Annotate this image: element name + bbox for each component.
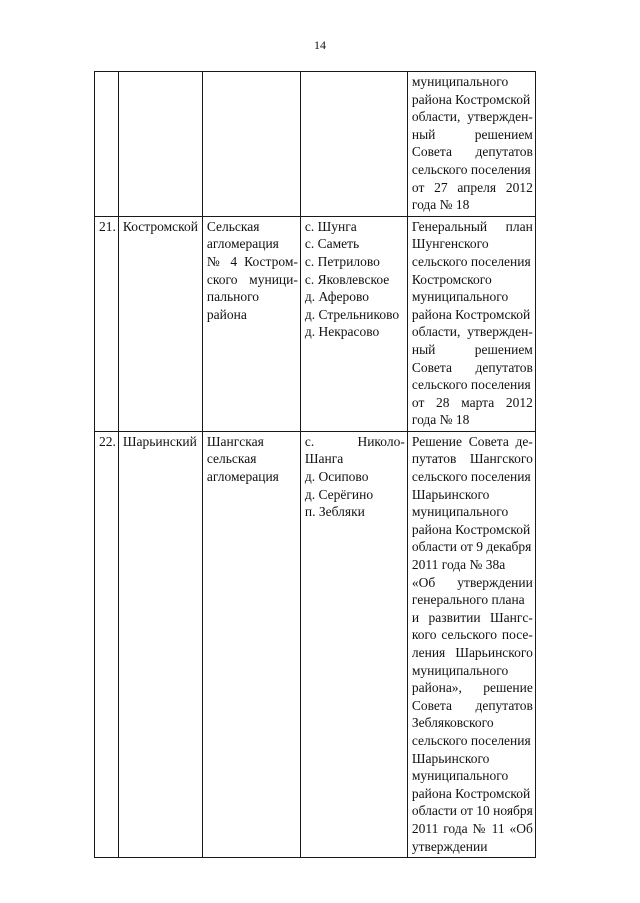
table-row [95,216,536,431]
agglomeration-line: пального [206,289,260,305]
table-row [95,431,536,857]
document-line: ный решением [411,341,533,357]
agglomeration-line: сельская [206,451,257,467]
document-line: района Костромской [411,91,531,107]
settlement-line: д. Некрасово [304,324,380,340]
agglomeration-line: № 4 Костром- [206,253,298,269]
agglomeration-line: ского муници- [206,271,298,287]
document-line: области, утвержден- [411,324,533,340]
settlement-line: с. Николо- [304,433,405,449]
document-line: Костромского [411,271,492,287]
document-line: Совета депутатов [411,144,533,160]
document-cell [407,431,535,857]
document-line: муниципального [411,662,509,678]
settlement-line: с. Петрилово [304,253,380,269]
settlements-cell [300,431,407,857]
settlement-line: с. Саметь [304,236,360,252]
document-line: сельского поселения [411,161,531,177]
document-line: сельского поселения [411,377,531,393]
document-line: сельского поселения [411,469,531,485]
agglomeration-line: района [206,306,247,322]
document-line: года № 18 [411,412,470,428]
document-line: «Об утверждении [411,574,533,590]
document-line: кого сельского посе- [411,627,533,643]
agglomeration-line: Шангская [206,433,264,449]
settlements-cell [300,72,407,217]
settlement-line: д. Серёгино [304,486,374,502]
document-line: ный решением [411,126,533,142]
document-line: района Костромской [411,306,531,322]
settlement-line: д. Стрельниково [304,306,400,322]
district-cell: Шарьинский [118,431,202,857]
document-line: сельского поселения [411,253,531,269]
settlement-line: д. Аферово [304,289,369,305]
document-line: района Костромской [411,785,531,801]
document-line: Совета депутатов [411,359,533,375]
document-line: Генеральный план [411,218,533,234]
row-number-cell: 22. [95,431,119,857]
document-line: сельского поселения [411,732,531,748]
agglomeration-cell [202,431,300,857]
document-line: области от 10 ноября [411,803,533,819]
document-line: муниципального [411,289,509,305]
document-line: Шарьинского [411,750,490,766]
document-line: области, утвержден- [411,109,533,125]
document-line: муниципального [411,768,509,784]
document-cell [407,216,535,431]
settlement-line: д. Осипово [304,469,369,485]
document-line: 2011 года № 38а [411,557,506,573]
agglomeration-line: агломерация [206,469,279,485]
agglomeration-cell [202,216,300,431]
document-line: муниципального [411,504,509,520]
document-line: года № 18 [411,197,470,213]
settlement-line: с. Яковлевское [304,271,390,287]
settlement-line: Шанга [304,451,344,467]
district-cell: Костромской [118,216,202,431]
settlement-line: с. Шунга [304,218,357,234]
document-line: Зебляковского [411,715,494,731]
document-line: утверждении [411,838,488,854]
row-number-cell: 21. [95,216,119,431]
document-line: Решение Совета де- [411,433,533,449]
document-line: района Костромской [411,521,531,537]
document-line: района», решение [411,680,533,696]
agglomeration-line: Сельская [206,218,260,234]
document-line: и развитии Шангс- [411,609,533,625]
document-line: путатов Шангского [411,451,533,467]
settlements-table [94,71,536,858]
document-line: муниципального [411,74,509,89]
document-line: 2011 года № 11 «Об [411,820,533,836]
settlements-cell [300,216,407,431]
settlement-line: п. Зебляки [304,504,365,520]
district-cell [118,72,202,217]
agglomeration-line: агломерация [206,236,279,252]
document-line: генерального плана [411,592,525,608]
agglomeration-cell [202,72,300,217]
document-line: области от 9 декабря [411,539,532,555]
document-line: от 28 марта 2012 [411,394,533,410]
page-number: 14 [314,38,326,52]
document-line: Шунгенского [411,236,489,252]
row-number-cell [95,72,119,217]
document-cell [407,72,535,217]
document-line: ления Шарьинского [411,645,533,660]
table-row [95,72,536,217]
document-line: Совета депутатов [411,697,533,713]
document-line: Шарьинского [411,486,490,502]
document-line: от 27 апреля 2012 [411,179,533,195]
